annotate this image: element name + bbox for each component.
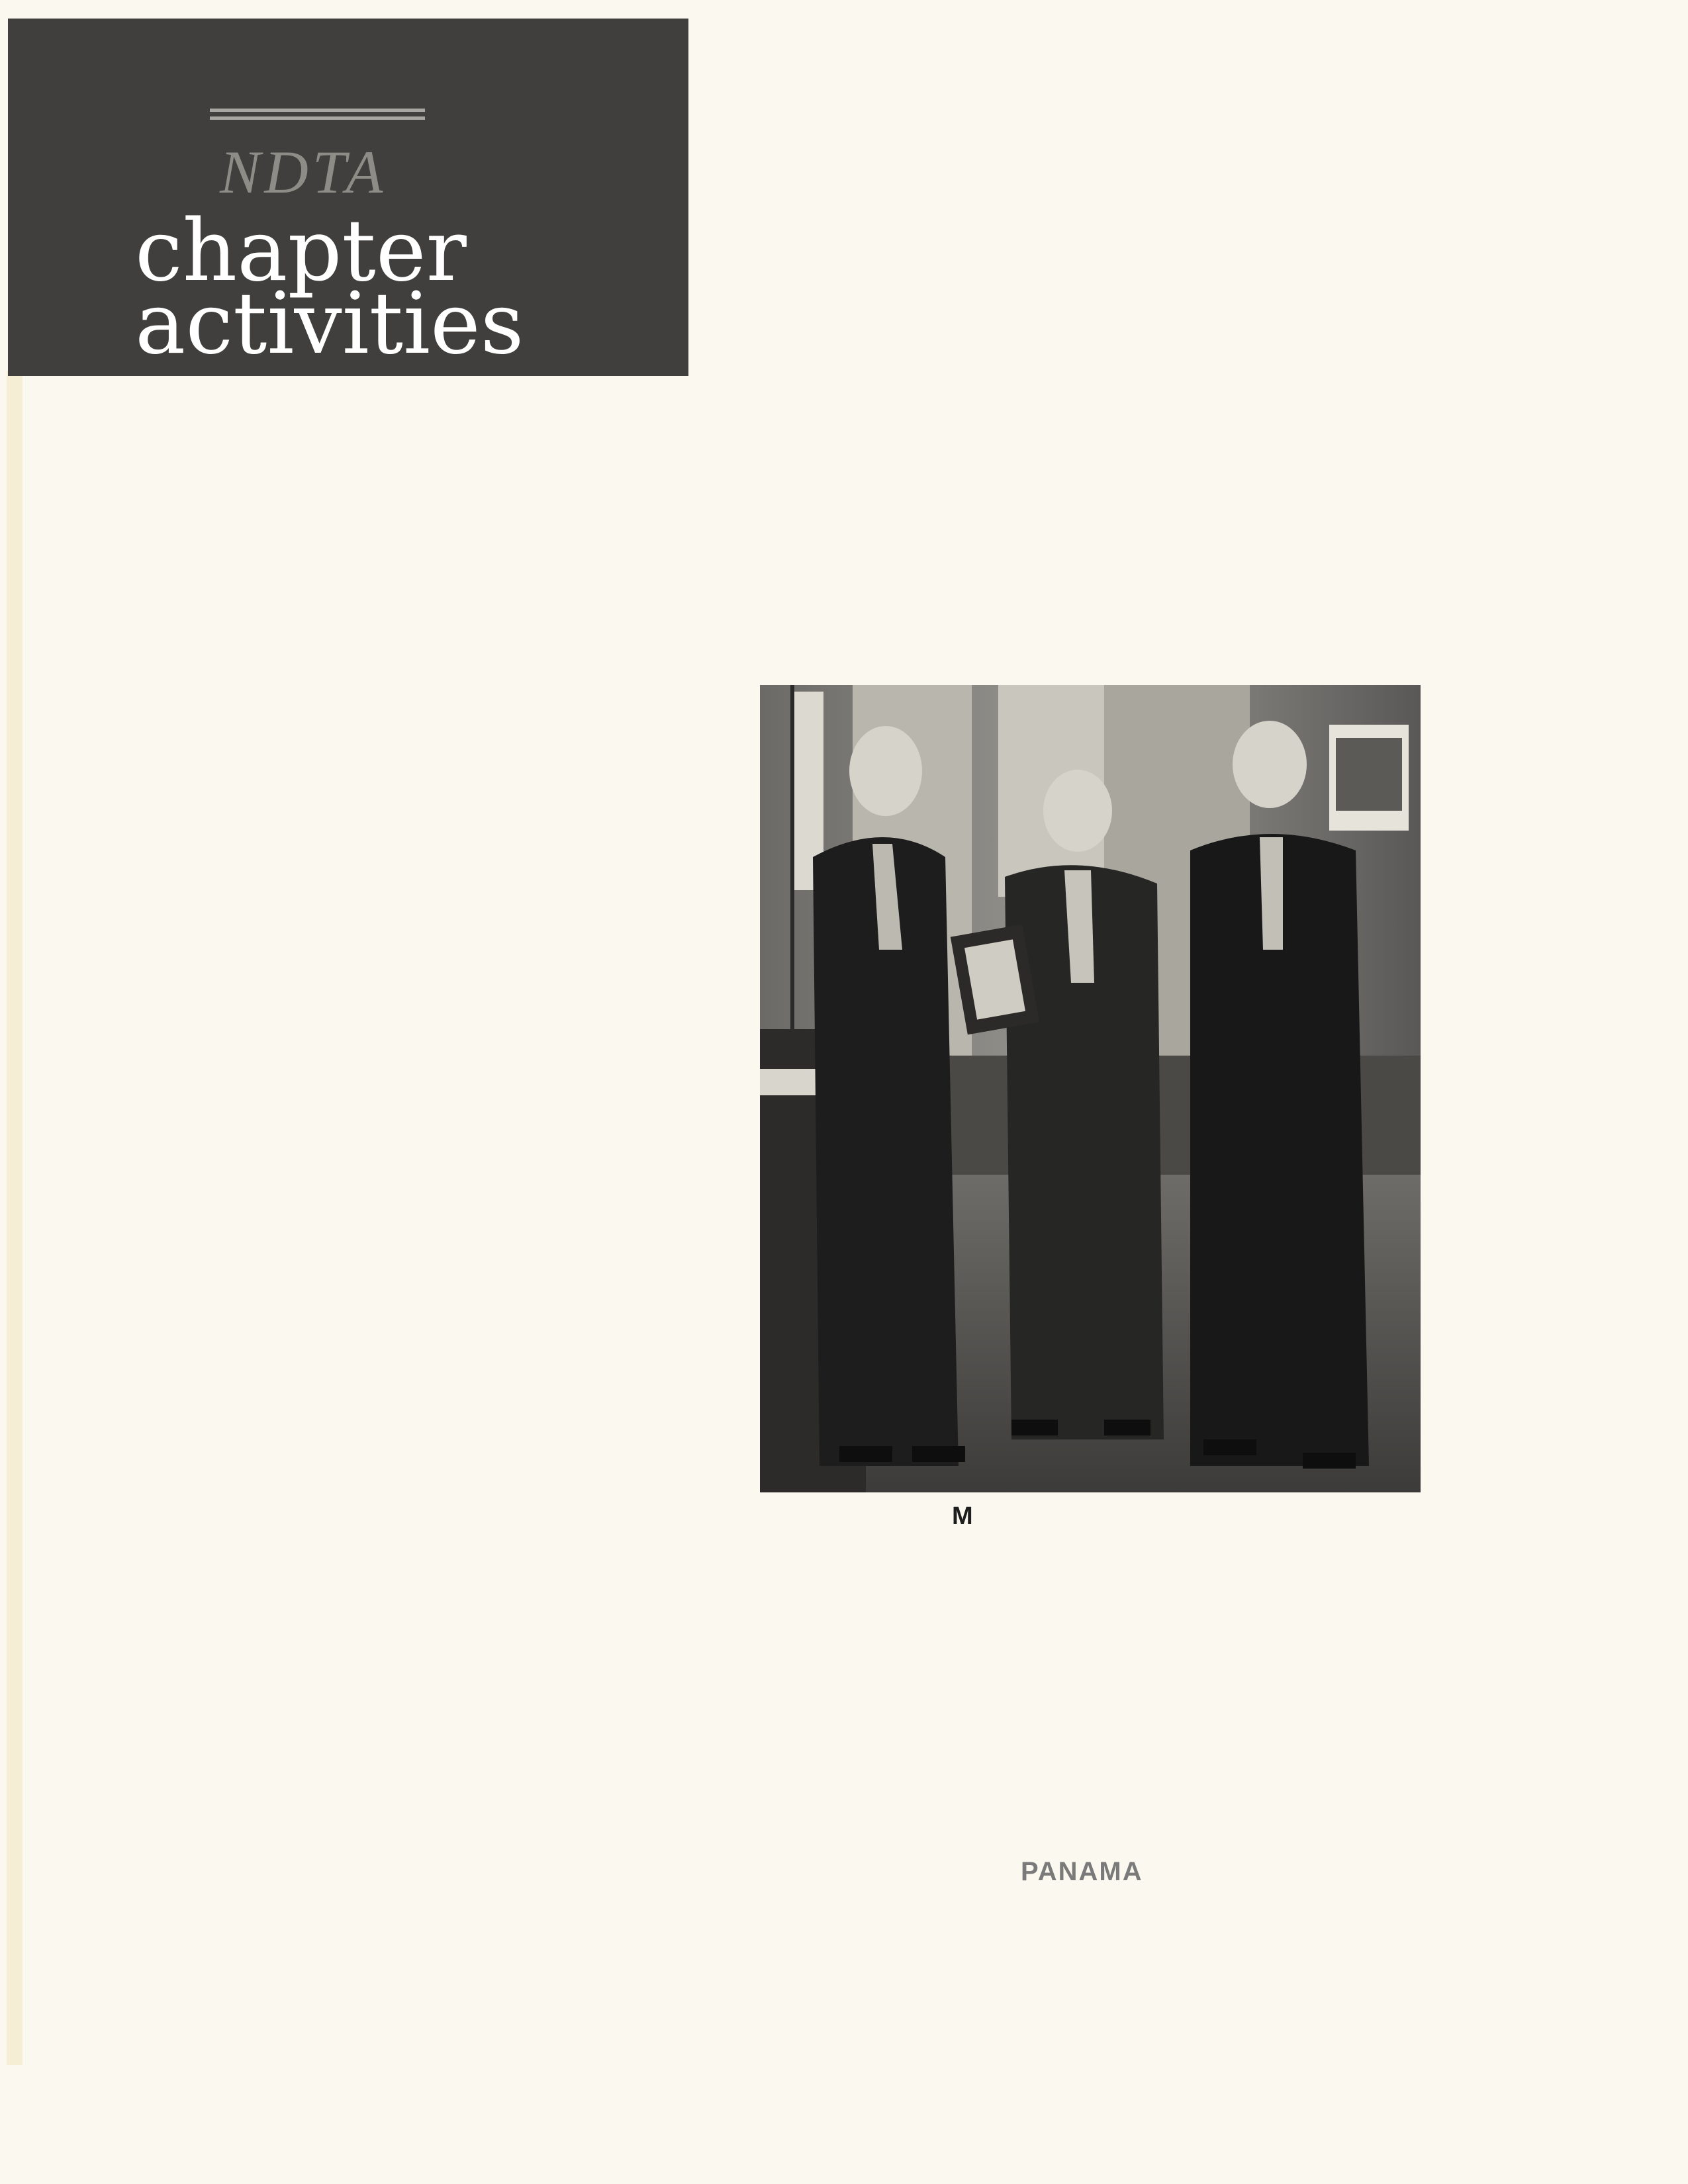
photo-caption: M <box>952 1502 973 1530</box>
section-heading-panama: PANAMA <box>1021 1857 1143 1886</box>
section-header-banner <box>8 19 688 376</box>
left-margin-strip <box>7 371 23 2065</box>
award-photo <box>760 685 1421 1492</box>
photo-three-men-plaque-icon <box>760 685 1421 1492</box>
page-title-line-1: chapter <box>135 202 467 300</box>
page-title-line-2: activities <box>135 275 524 373</box>
logo-rule-bottom <box>210 116 425 120</box>
ndta-logo: NDTA <box>220 138 387 206</box>
logo-rule-top <box>210 109 425 112</box>
